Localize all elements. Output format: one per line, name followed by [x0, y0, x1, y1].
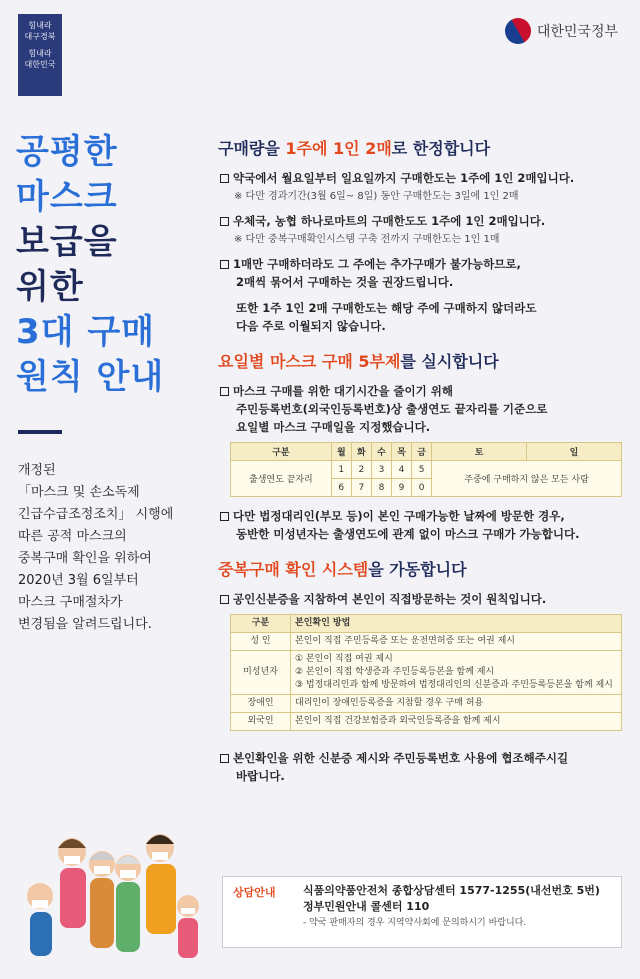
poster-title: 공평한 마스크 보급을 위한 3대 구매 원칙 안내 [16, 132, 165, 397]
family-figures [27, 834, 199, 958]
intro-text: 개정된 「마스크 및 손소독제 긴급수급조정조치」 시행에 따른 공적 마스크의 중복구매 확인을 위하여 2020년 3월 6일부터 마스크 구매절차가 변경됨을 알려드립니다. [18, 463, 174, 632]
bullet-continued: 또한 1주 1인 2매 구매한도는 해당 주에 구매하지 않더라도 다음 주로 이월되지 않습니다. [236, 301, 537, 333]
bullet: 약국에서 월요일부터 일요일까지 구매한도는 1주에 1인 2매입니다. [220, 169, 628, 187]
contact-label: 상담안내 [233, 886, 276, 899]
weekday-table: 구분 월 화 수 목 금 토 일 출생연도 끝자리 1 2 3 4 5 주중에 구매하지 않은 모든 사람 6 7 8 9 0 [230, 442, 622, 497]
bullet: 다만 법정대리인(부모 등)이 본인 구매가능한 날짜에 방문한 경우, 동반한 미성년자는 출생연도에 관계 없이 마스크 구매가 가능합니다. [220, 507, 628, 543]
government-label: 대한민국정부 [536, 24, 618, 40]
campaign-logo: 힘내라 대구경북 힘내라 대한민국 [18, 14, 62, 96]
contact-box: 상담안내 식품의약품안전처 종합상담센터 1577-1255(내선번호 5번) 정부민원안내 콜센터 110 - 약국 판매자의 경우 지역약사회에 문의하시기 바랍니다. [222, 876, 622, 948]
bullet: 본인확인을 위한 신분증 제시와 주민등록번호 사용에 협조해주시길 바랍니다. [220, 749, 628, 785]
note: ※ 다만 경과기간(3월 6일~ 8일) 동안 구매한도는 3일에 1인 2매 [234, 191, 519, 202]
government-logo [505, 18, 618, 44]
bullet: 마스크 구매를 위한 대기시간을 줄이기 위해 주민등록번호(외국인등록번호)상 출생연도 끝자리를 기준으로 요일별 마스크 구매일을 지정했습니다. [220, 382, 628, 436]
id-check-table: 구분 본인확인 방법 성 인 본인이 직접 주민등록증 또는 운전면허증 또는 여권 제시 미성년자 ① 본인이 직접 여권 제시 ② 본인이 직접 학생증과 주민등록등본을 함께 제시 ③ 법정대리인과 함께 방문하여 법정대리인의 신분증과 주민등록등본을 함께 제시 장애인 대리인이 장애인등록증을 지참할 경우 구매 허용 외국인 본인이 직접 건강보험증과 외국인등록증을 함께 제시 [230, 614, 622, 731]
section1-heading: 구매량을 1주에 1인 2매로 한정합니다 [218, 139, 491, 158]
note: ※ 다만 중복구매확인시스템 구축 전까지 구매한도는 1인 1매 [234, 234, 500, 245]
bullet: 1매만 구매하더라도 그 주에는 추가구매가 불가능하므로, 2매씩 묶어서 구매하는 것을 권장드립니다. [220, 255, 628, 291]
taegeuk-icon [500, 13, 536, 49]
family-illustration [10, 808, 210, 968]
section2-heading: 요일별 마스크 구매 5부제를 실시합니다 [218, 352, 499, 371]
bullet: 우체국, 농협 하나로마트의 구매한도도 1주에 1인 2매입니다. [220, 212, 628, 230]
divider [18, 430, 62, 434]
main-content [218, 130, 628, 791]
bullet: 공인신분증을 지참하여 본인이 직접방문하는 것이 원칙입니다. [220, 590, 628, 608]
section3-heading: 중복구매 확인 시스템을 가동합니다 [218, 560, 467, 579]
